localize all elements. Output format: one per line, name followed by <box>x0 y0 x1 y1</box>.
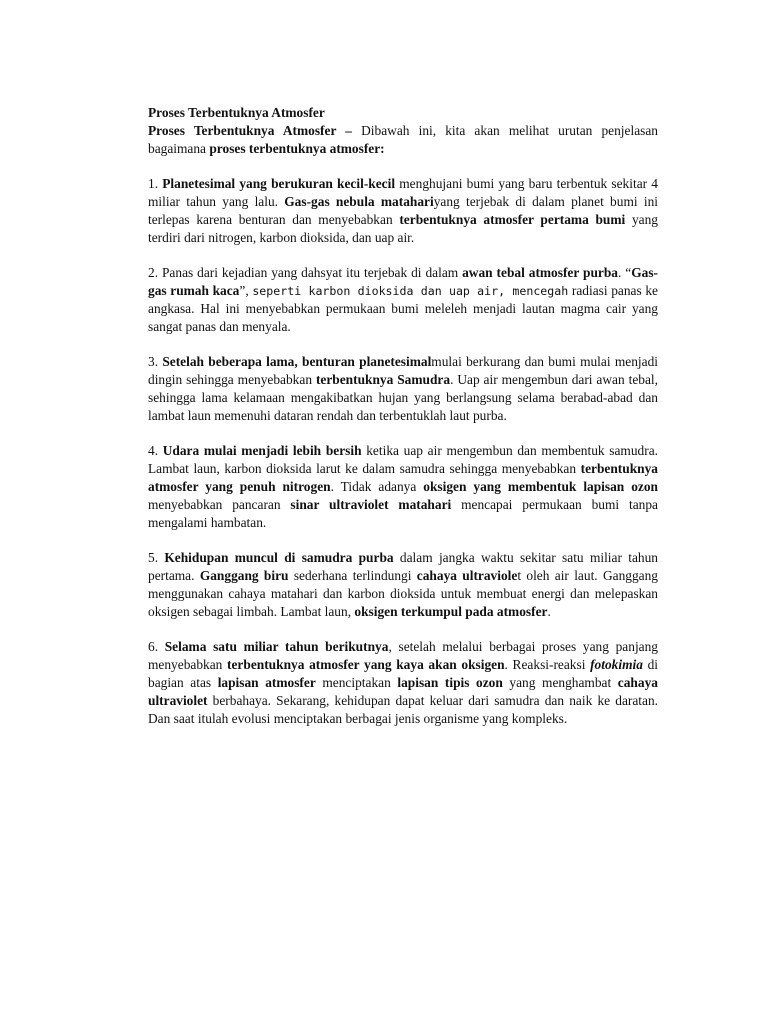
p1-text-2: yang terjebak di dalam planet bumi ini terlepas karena benturan dan menyebabkan <box>148 194 658 227</box>
p3-bold-2: terbentuknya Samudra <box>315 372 451 387</box>
p6-text-3: di bagian atas <box>148 657 658 690</box>
p6-text-4: menciptakan <box>315 675 398 690</box>
p5-bold-1: Kehidupan muncul di samudra purba <box>164 550 394 565</box>
p4-text-1: ketika uap air mengembun dan membentuk samudra. Lambat laun, karbon dioksida larut ke dalam samudra sehingga menyebabkan <box>148 443 658 476</box>
intro-bold-end: proses terbentuknya atmosfer: <box>209 141 385 156</box>
p5-text-4: . <box>547 604 551 619</box>
p6-text-1: , setelah melalui berbagai proses yang panjang menyebabkan <box>148 639 658 672</box>
paragraph-5 <box>148 549 658 621</box>
p6-bold-italic-1: fotokimia <box>590 657 643 672</box>
paragraph-6 <box>148 638 658 728</box>
p3-text-1: mulai berkurang dan bumi mulai menjadi dingin sehingga menyebabkan <box>148 354 658 387</box>
p4-bold-3: oksigen yang membentuk lapisan ozon <box>423 479 658 494</box>
p6-bold-5: cahaya ultraviolet <box>148 675 658 708</box>
paragraph-1 <box>148 175 658 247</box>
p1-bold-2: Gas-gas nebula matahari <box>284 194 434 209</box>
p5-text-1: dalam jangka waktu sekitar satu miliar tahun pertama. <box>148 550 659 583</box>
p2-text-1: Panas dari kejadian yang dahsyat itu terjebak di dalam <box>161 265 463 280</box>
intro-bold-lead: Proses Terbentuknya Atmosfer – <box>148 123 352 138</box>
paragraph-3 <box>148 353 658 425</box>
p1-number: 1. <box>148 176 163 191</box>
p6-text-5: yang menghambat <box>502 675 618 690</box>
paragraph-2 <box>148 264 658 336</box>
p6-bold-1: Selama satu miliar tahun berikutnya <box>164 639 389 654</box>
document-body <box>148 104 658 745</box>
p6-bold-3: lapisan atmosfer <box>217 675 316 690</box>
p2-text-3: ”, <box>239 283 253 298</box>
p1-text-3: yang terdiri dari nitrogen, karbon dioksida, dan uap air. <box>148 212 658 245</box>
p4-bold-2: terbentuknya atmosfer yang penuh nitrogen <box>148 461 658 494</box>
document-title: Proses Terbentuknya Atmosfer <box>148 105 325 120</box>
intro-paragraph <box>148 122 658 158</box>
intro-text: Dibawah ini, kita akan melihat urutan penjelasan bagaimana <box>148 123 658 156</box>
p4-text-3: menyebabkan pancaran <box>148 497 291 512</box>
p6-bold-4: lapisan tipis ozon <box>397 675 503 690</box>
p6-text-2: . Reaksi-reaksi <box>504 657 591 672</box>
p1-text-1: menghujani bumi yang baru terbentuk sekitar 4 miliar tahun yang lalu. <box>148 176 658 209</box>
p5-bold-3: cahaya ultraviole <box>416 568 518 583</box>
p3-text-2: . Uap air mengembun dari awan tebal, sehingga lama kelamaan mengakibatkan hujan yang berlangsung selama berabad-abad dan lambat laun memenuhi dataran rendah dan terbentuklah laut purba. <box>148 372 658 423</box>
p5-text-2: sederhana terlindungi <box>288 568 417 583</box>
p4-text-4: mencapai permukaan bumi tanpa mengalami hambatan. <box>148 497 658 530</box>
p6-text-6: berbahaya. Sekarang, kehidupan dapat keluar dari samudra dan naik ke daratan. Dan saat itulah evolusi menciptakan berbagai jenis organisme yang kompleks. <box>148 693 658 726</box>
p3-number: 3. <box>148 354 163 369</box>
p4-text-2: . Tidak adanya <box>330 479 424 494</box>
p2-bold-2: Gas-gas rumah kaca <box>148 265 659 298</box>
p6-number: 6. <box>148 639 165 654</box>
p2-bold-1: awan tebal atmosfer purba <box>462 265 618 280</box>
p3-bold-1: Setelah beberapa lama, benturan planetesimal <box>162 354 432 369</box>
p2-number: 2. <box>148 265 162 280</box>
p2-mono-text: seperti karbon dioksida dan uap air, mencegah <box>252 284 569 298</box>
p1-bold-3: terbentuknya atmosfer pertama bumi <box>399 212 626 227</box>
p4-number: 4. <box>148 443 163 458</box>
p1-bold-1: Planetesimal yang berukuran kecil-kecil <box>162 176 396 191</box>
p5-number: 5. <box>148 550 165 565</box>
p4-bold-1: Udara mulai menjadi lebih bersih <box>162 443 362 458</box>
p2-text-2: . “ <box>617 265 632 280</box>
p5-bold-4: oksigen terkumpul pada atmosfer <box>354 604 548 619</box>
paragraph-4 <box>148 442 658 532</box>
p4-bold-4: sinar ultraviolet matahari <box>290 497 452 512</box>
p6-bold-2: terbentuknya atmosfer yang kaya akan oksigen <box>227 657 505 672</box>
p2-text-4: radiasi panas ke angkasa. Hal ini menyebabkan permukaan bumi meleleh menjadi lautan magma cair yang sangat panas dan menyala. <box>148 283 658 334</box>
p5-text-3: t oleh air laut. Ganggang menggunakan cahaya matahari dan karbon dioksida untuk membuat energi dan melepaskan oksigen sebagai limbah. Lambat laun, <box>148 568 659 619</box>
p5-bold-2: Ganggang biru <box>199 568 289 583</box>
